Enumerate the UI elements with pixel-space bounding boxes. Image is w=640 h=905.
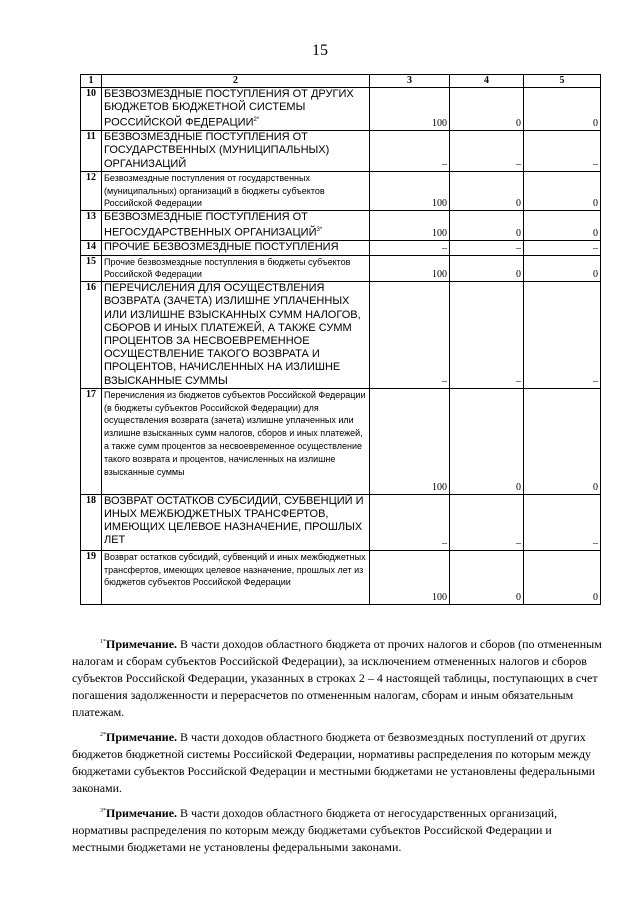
footnote — [72, 803, 602, 856]
row-description — [102, 550, 370, 604]
value-c3: – — [370, 494, 450, 550]
row-number: 11 — [81, 131, 102, 172]
value-c4: 0 — [450, 171, 524, 210]
row-number: 14 — [81, 241, 102, 255]
row-text: Перечисления из бюджетов субъектов Российской Федерации (в бюджеты субъектов Российской Федерации) для осуществления возврата (зачета) излишне уплаченных или излишне взысканных сумм налогов, сборов и иных платежей, а также сумм процентов за несвоевременное осуществление такого возврата и процентов, начисленных на излишне взысканные суммы — [104, 389, 366, 477]
table-row — [81, 241, 601, 255]
value-c3: 100 — [370, 255, 450, 282]
footnote-marker: 2* — [253, 117, 260, 124]
value-c4: – — [450, 282, 524, 389]
row-number: 18 — [81, 494, 102, 550]
value-c5: 0 — [524, 211, 601, 241]
value-c5: – — [524, 131, 601, 172]
header-col-1: 1 — [81, 75, 102, 88]
table-row — [81, 494, 601, 550]
row-text: Возврат остатков субсидий, субвенций и иных межбюджетных трансфертов, имеющих целевое назначение, прошлых лет из бюджетов субъектов Российской Федерации — [104, 551, 366, 588]
value-c4: 0 — [450, 88, 524, 131]
table-row — [81, 282, 601, 389]
footnote-mark: 2* — [100, 732, 106, 738]
value-c4: 0 — [450, 255, 524, 282]
table-header-row — [81, 75, 601, 88]
row-description — [102, 171, 370, 210]
page-number: 15 — [312, 42, 328, 59]
header-col-4: 4 — [450, 75, 524, 88]
footnote-label: Примечание. — [106, 806, 178, 820]
row-number: 15 — [81, 255, 102, 282]
row-text: БЕЗВОЗМЕЗДНЫЕ ПОСТУПЛЕНИЯ ОТ НЕГОСУДАРСТВЕННЫХ ОРГАНИЗАЦИЙ — [104, 211, 317, 240]
value-c5: – — [524, 494, 601, 550]
row-description — [102, 494, 370, 550]
footnote-label: Примечание. — [106, 730, 178, 744]
row-number: 12 — [81, 171, 102, 210]
table-row — [81, 131, 601, 172]
value-c3: – — [370, 282, 450, 389]
row-description — [102, 255, 370, 282]
row-text: Прочие безвозмездные поступления в бюджеты субъектов Российской Федерации — [104, 256, 351, 280]
row-number: 13 — [81, 211, 102, 241]
value-c4: 0 — [450, 211, 524, 241]
row-number: 17 — [81, 388, 102, 494]
table-row — [81, 171, 601, 210]
row-text: ВОЗВРАТ ОСТАТКОВ СУБСИДИЙ, СУБВЕНЦИЙ И ИНЫХ МЕЖБЮДЖЕТНЫХ ТРАНСФЕРТОВ, ИМЕЮЩИХ ЦЕЛЕВОЕ НАЗНАЧЕНИЕ, ПРОШЛЫХ ЛЕТ — [104, 494, 364, 547]
header-col-5: 5 — [524, 75, 601, 88]
value-c3: 100 — [370, 88, 450, 131]
footnote-mark: 3* — [100, 808, 106, 814]
value-c3: – — [370, 131, 450, 172]
value-c3: – — [370, 241, 450, 255]
row-text: Безвозмездные поступления от государственных (муниципальных) организаций в бюджеты субъектов Российской Федерации — [104, 172, 325, 209]
value-c5: 0 — [524, 255, 601, 282]
table-row — [81, 388, 601, 494]
value-c5: – — [524, 282, 601, 389]
value-c3: 100 — [370, 171, 450, 210]
revenue-table — [80, 74, 601, 605]
row-number: 10 — [81, 88, 102, 131]
value-c5: 0 — [524, 550, 601, 604]
header-col-3: 3 — [370, 75, 450, 88]
value-c4: 0 — [450, 388, 524, 494]
table-row — [81, 255, 601, 282]
value-c5: 0 — [524, 88, 601, 131]
value-c3: 100 — [370, 211, 450, 241]
footnote-text: В части доходов областного бюджета от негосударственных организаций, нормативы распределения по которым между бюджетами субъектов Российской Федерации и местными бюджетами не установлены федеральными законами. — [72, 806, 558, 854]
row-text: ПЕРЕЧИСЛЕНИЯ ДЛЯ ОСУЩЕСТВЛЕНИЯ ВОЗВРАТА (ЗАЧЕТА) ИЗЛИШНЕ УПЛАЧЕННЫХ ИЛИ ИЗЛИШНЕ ВЗЫСКАННЫХ СУММ НАЛОГОВ, СБОРОВ И ИНЫХ ПЛАТЕЖЕЙ, А ТАКЖЕ СУММ ПРОЦЕНТОВ ЗА НЕСВОЕВРЕМЕННОЕ ОСУЩЕСТВЛЕНИЕ ТАКОГО ВОЗВРАТА И ПРОЦЕНТОВ, НАЧИСЛЕННЫХ НА ИЗЛИШНЕ ВЗЫСКАННЫЕ СУММЫ — [104, 282, 361, 387]
header-col-2: 2 — [102, 75, 370, 88]
row-description — [102, 211, 370, 241]
value-c3: 100 — [370, 388, 450, 494]
footnote-text: В части доходов областного бюджета от безвозмездных поступлений от других бюджетов бюджетной системы Российской Федерации, нормативы распределения по которым между бюджетами субъектов Российской Федерации и местными бюджетами не установлены федеральными законами. — [72, 730, 596, 795]
table-row — [81, 550, 601, 604]
row-text: БЕЗВОЗМЕЗДНЫЕ ПОСТУПЛЕНИЯ ОТ ДРУГИХ БЮДЖЕТОВ БЮДЖЕТНОЙ СИСТЕМЫ РОССИЙСКОЙ ФЕДЕРАЦИИ — [104, 88, 354, 130]
footnote-marker: 3* — [316, 227, 323, 234]
value-c4: – — [450, 241, 524, 255]
table-row — [81, 211, 601, 241]
footnote-text: В части доходов областного бюджета от прочих налогов и сборов (по отмененным налогам и сборам субъектов Российской Федерации), за исключением отмененных налогов и сборов субъектов Российской Федерации, указанных в строках 2 – 4 настоящей таблицы, поступающих в счет погашения задолженности и перерасчетов по отмененным налогам, сборам и иным обязательным платежам. — [72, 637, 602, 719]
row-description — [102, 131, 370, 172]
footnote-label: Примечание. — [106, 637, 178, 651]
row-description — [102, 282, 370, 389]
table-row — [81, 88, 601, 131]
value-c4: 0 — [450, 550, 524, 604]
value-c4: – — [450, 131, 524, 172]
row-description — [102, 88, 370, 131]
row-text: БЕЗВОЗМЕЗДНЫЕ ПОСТУПЛЕНИЯ ОТ ГОСУДАРСТВЕННЫХ (МУНИЦИПАЛЬНЫХ) ОРГАНИЗАЦИЙ — [104, 131, 330, 170]
footnote — [72, 727, 602, 797]
row-number: 19 — [81, 550, 102, 604]
footnote — [72, 634, 602, 721]
value-c5: 0 — [524, 171, 601, 210]
row-description — [102, 241, 370, 255]
row-text: ПРОЧИЕ БЕЗВОЗМЕЗДНЫЕ ПОСТУПЛЕНИЯ — [104, 241, 339, 254]
row-description — [102, 388, 370, 494]
value-c5: – — [524, 241, 601, 255]
value-c5: 0 — [524, 388, 601, 494]
value-c3: 100 — [370, 550, 450, 604]
footnote-mark: 1* — [100, 639, 106, 645]
row-number: 16 — [81, 282, 102, 389]
footnotes — [72, 634, 602, 862]
value-c4: – — [450, 494, 524, 550]
